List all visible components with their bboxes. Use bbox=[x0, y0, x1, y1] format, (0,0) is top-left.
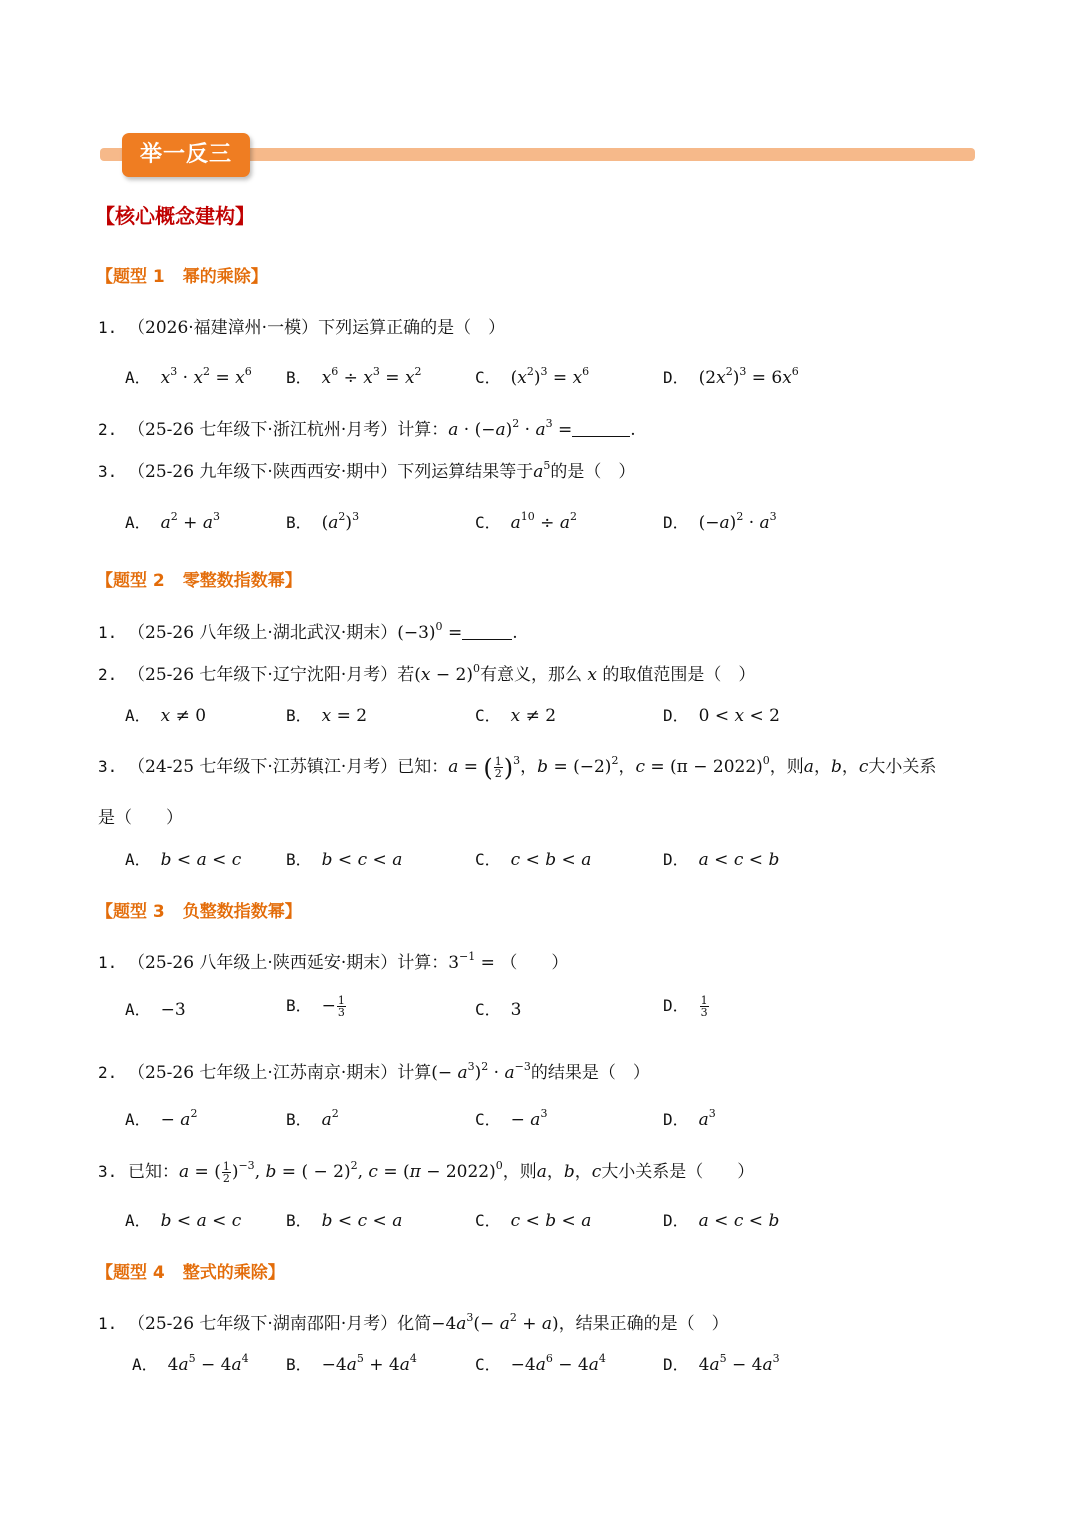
t2-q3: 3. （24-25 七年级下·江苏镇江·月考）已知：a = ( $\frac{1}{2}$ )$^3$，$b = (-2)^2$，$c = (\pi - 2022)^0$，则a，b，c大小关系 bbox=[98, 754, 937, 782]
option-label: D． bbox=[663, 1355, 689, 1374]
t3-q3-tail: 大小关系是（ ） bbox=[601, 1162, 755, 1182]
option-label: C． bbox=[475, 706, 501, 725]
option-label: C． bbox=[475, 1211, 501, 1230]
t2-q2-mid: 有意义，那么 bbox=[479, 665, 582, 685]
t3-q1-option-d: D． $\frac{1}{3}$ bbox=[663, 994, 708, 1019]
t3-q2-option-c: C． − $a^3$ bbox=[475, 1107, 548, 1130]
t2-q3-text: （24-25 七年级下·江苏镇江·月考）已知： bbox=[128, 757, 449, 777]
t1-q2-text: （25-26 七年级下·浙江杭州·月考）计算： bbox=[128, 420, 449, 440]
banner-tab: 举一反三 bbox=[122, 133, 250, 177]
t2-q3-tail: 大小关系 bbox=[868, 757, 937, 777]
t2-q2-text: （25-26 七年级下·辽宁沈阳·月考）若 bbox=[128, 665, 415, 685]
option-label: D． bbox=[663, 706, 689, 725]
t4-q1-option-d: D． $4a^5 - 4a^3$ bbox=[663, 1352, 780, 1375]
option-label: C． bbox=[475, 1355, 501, 1374]
t2-q1-num: 1. bbox=[98, 623, 118, 642]
option-label: B． bbox=[286, 706, 312, 725]
option-label: B． bbox=[286, 996, 312, 1015]
t2-q3-num: 3. bbox=[98, 757, 118, 776]
t3-q2-text: （25-26 七年级上·江苏南京·期末）计算 bbox=[128, 1063, 432, 1083]
t1-q1-text: （2026·福建漳州·一模）下列运算正确的是（ ） bbox=[128, 318, 506, 338]
t3-q2-num: 2. bbox=[98, 1063, 118, 1082]
t4-q1-text: （25-26 七年级下·湖南邵阳·月考）化简 bbox=[128, 1314, 432, 1334]
t3-q2-option-a: A． − $a^2$ bbox=[125, 1107, 198, 1130]
t1-q3-option-a: A． $a^2 + a^3$ bbox=[125, 510, 220, 533]
option-label: B． bbox=[286, 368, 312, 387]
t2-q2: 2. （25-26 七年级下·辽宁沈阳·月考）若$(x - 2)^0$有意义，那么 x 的取值范围是（ ） bbox=[98, 662, 756, 685]
t3-q1-option-c: C． 3 bbox=[475, 1000, 522, 1020]
type-4-label: 【题型 4 bbox=[96, 1263, 165, 1283]
t1-q3: 3. （25-26 九年级下·陕西西安·期中）下列运算结果等于$a^5$的是（ ） bbox=[98, 459, 636, 482]
option-label: D． bbox=[663, 513, 689, 532]
type-4-heading bbox=[96, 1258, 285, 1283]
t1-q1 bbox=[98, 313, 505, 338]
option-label: B． bbox=[286, 1355, 312, 1374]
t3-q1-tail: （ ） bbox=[500, 953, 569, 973]
t1-q1-option-b: B． $x^6 \div x^3 = x^2$ bbox=[286, 365, 422, 388]
answer-blank[interactable] bbox=[462, 625, 512, 640]
t1-q3-option-c: C． $a^{10} \div a^2$ bbox=[475, 510, 577, 533]
t3-q2: 2. （25-26 七年级上·江苏南京·期末）计算(− $a^3)^2 \cdot a^{-3}$的结果是（ ） bbox=[98, 1060, 650, 1083]
option-label: A． bbox=[125, 368, 151, 387]
t1-q1-num: 1. bbox=[98, 318, 118, 337]
t3-q3-option-a: A． b < a < c bbox=[125, 1211, 242, 1231]
option-label: A． bbox=[132, 1355, 158, 1374]
option-label: D． bbox=[663, 850, 689, 869]
answer-blank[interactable] bbox=[572, 422, 630, 437]
type-1-heading bbox=[96, 262, 268, 287]
option-label: B． bbox=[286, 1211, 312, 1230]
t3-q3-option-d: D． a < c < b bbox=[663, 1211, 780, 1231]
option-label: A． bbox=[125, 1110, 151, 1129]
t2-q2-option-d: D． 0 < x < 2 bbox=[663, 706, 780, 726]
t2-q3-option-a: A． b < a < c bbox=[125, 850, 242, 870]
t1-q2: 2. （25-26 七年级下·浙江杭州·月考）计算：$a \cdot (-a)^2 \cdot a^3$ = . bbox=[98, 417, 636, 440]
type-1-name: 幂的乘除】 bbox=[182, 267, 268, 287]
t4-q1-option-b: B． $-4a^5 + 4a^4$ bbox=[286, 1352, 417, 1375]
option-label: A． bbox=[125, 706, 151, 725]
t3-q2-option-d: D． $a^3$ bbox=[663, 1107, 716, 1130]
type-3-heading bbox=[96, 897, 302, 922]
type-3-name: 负整数指数幂】 bbox=[182, 902, 302, 922]
t4-q1-num: 1. bbox=[98, 1314, 118, 1333]
option-label: C． bbox=[475, 850, 501, 869]
t1-q1-option-a: A． $x^3 \cdot x^2 = x^6$ bbox=[125, 365, 252, 388]
t1-q1-option-d: D． $(2x^2)^3 = 6x^6$ bbox=[663, 365, 799, 388]
t3-q3-option-c: C． c < b < a bbox=[475, 1211, 592, 1231]
option-label: A． bbox=[125, 1000, 151, 1019]
t2-q3-option-b: B． b < c < a bbox=[286, 850, 403, 870]
t4-q1: 1. （25-26 七年级下·湖南邵阳·月考）化简$-4a^3(- a^2 + a)$，结果正确的是（ ） bbox=[98, 1311, 729, 1334]
option-label: C． bbox=[475, 513, 501, 532]
core-concept-title: 【核心概念建构】 bbox=[95, 204, 255, 228]
t1-q3-option-d: D． $(-a)^2 \cdot a^3$ bbox=[663, 510, 777, 533]
option-label: C． bbox=[475, 1110, 501, 1129]
option-label: D． bbox=[663, 1211, 689, 1230]
t1-q3-tail: 的是（ ） bbox=[550, 462, 636, 482]
t3-q3-text: 已知： bbox=[128, 1162, 179, 1182]
t3-q2-option-b: B． $a^2$ bbox=[286, 1107, 339, 1130]
t3-q1-text: （25-26 八年级上·陕西延安·期末）计算： bbox=[128, 953, 449, 973]
option-label: A． bbox=[125, 513, 151, 532]
t1-q2-num: 2. bbox=[98, 420, 118, 439]
t3-q1-option-b: B． − $\frac{1}{3}$ bbox=[286, 994, 345, 1019]
t3-q1: 1. （25-26 八年级上·陕西延安·期末）计算：$3^{-1}$ = （ ） bbox=[98, 950, 569, 973]
t2-q3-cont: 是（ ） bbox=[98, 808, 183, 828]
t2-q2-option-b: B． x = 2 bbox=[286, 706, 368, 726]
t3-q1-option-a: A． −3 bbox=[125, 1000, 186, 1020]
option-label: D． bbox=[663, 1110, 689, 1129]
type-2-heading bbox=[96, 566, 302, 591]
option-label: A． bbox=[125, 1211, 151, 1230]
option-label: B． bbox=[286, 1110, 312, 1129]
option-label: B． bbox=[286, 850, 312, 869]
option-label: C． bbox=[475, 368, 501, 387]
option-label: B． bbox=[286, 513, 312, 532]
t3-q3: 3. 已知：a = ( $\frac{1}{2}$ )$^{-3}$, b = ( − 2)$^2$, $c = (\pi - 2022)^0$，则a，b，c大小关系是（ ） bbox=[98, 1159, 755, 1185]
t1-q3-option-b: B． $(a^2)^3$ bbox=[286, 510, 360, 533]
type-2-label: 【题型 2 bbox=[96, 571, 165, 591]
type-4-name: 整式的乘除】 bbox=[182, 1263, 285, 1283]
option-label: A． bbox=[125, 850, 151, 869]
t2-q2-tail: 的取值范围是（ ） bbox=[602, 665, 756, 685]
t4-q1-option-a: A． $4a^5 - 4a^4$ bbox=[132, 1352, 249, 1375]
t4-q1-option-c: C． $-4a^6 - 4a^4$ bbox=[475, 1352, 606, 1375]
type-2-name: 零整数指数幂】 bbox=[182, 571, 302, 591]
t3-q2-tail: 的结果是（ ） bbox=[530, 1063, 650, 1083]
t2-q3-option-c: C． c < b < a bbox=[475, 850, 592, 870]
t2-q3-option-d: D． a < c < b bbox=[663, 850, 780, 870]
t2-q2-num: 2. bbox=[98, 665, 118, 684]
t3-q3-num: 3. bbox=[98, 1162, 118, 1181]
option-label: C． bbox=[475, 1000, 501, 1019]
type-3-label: 【题型 3 bbox=[96, 902, 165, 922]
t4-q1-tail: ，结果正确的是（ ） bbox=[558, 1314, 729, 1334]
t1-q3-text: （25-26 九年级下·陕西西安·期中）下列运算结果等于 bbox=[128, 462, 534, 482]
t3-q3-option-b: B． b < c < a bbox=[286, 1211, 403, 1231]
t1-q1-option-c: C． $(x^2)^3 = x^6$ bbox=[475, 365, 590, 388]
t1-q3-num: 3. bbox=[98, 462, 118, 481]
option-label: D． bbox=[663, 368, 689, 387]
t2-q1-text: （25-26 八年级上·湖北武汉·期末） bbox=[128, 623, 398, 643]
t2-q2-option-c: C． x ≠ 2 bbox=[475, 706, 557, 726]
t2-q2-option-a: A． x ≠ 0 bbox=[125, 706, 207, 726]
t3-q1-num: 1. bbox=[98, 953, 118, 972]
option-label: D． bbox=[663, 996, 689, 1015]
type-1-label: 【题型 1 bbox=[96, 267, 165, 287]
t2-q1: 1. （25-26 八年级上·湖北武汉·期末）$(-3)^0$ = . bbox=[98, 620, 518, 643]
